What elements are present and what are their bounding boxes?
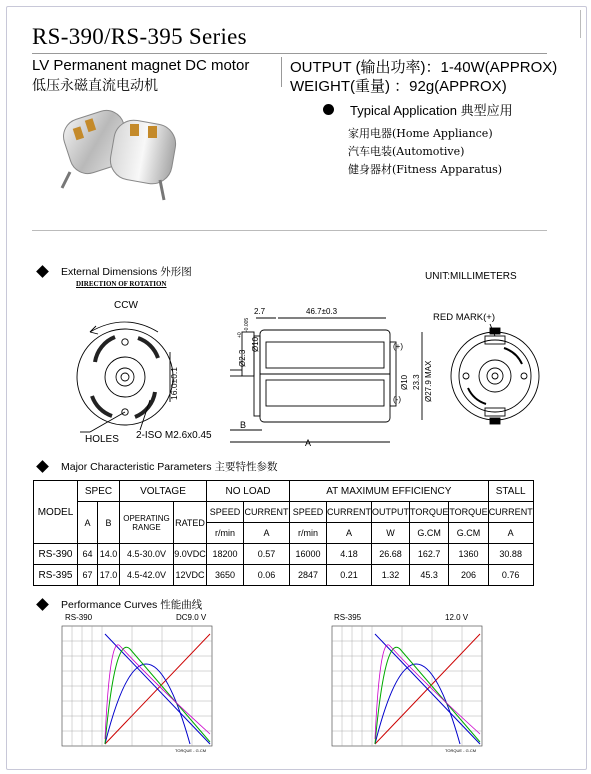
unit-a: A [244,523,290,544]
subtitle-cn: 低压永磁直流电动机 [32,78,158,94]
curves-heading [38,597,202,612]
left-x-axis-label: TORQUE - G.CM [175,748,207,753]
output-spec: OUTPUT (输出功率)：1-40W(APPROX) [290,59,558,76]
table-cell: 4.5-42.0V [120,565,174,586]
col-rated: RATED [174,502,207,544]
d23-tol-bottom: -0.005 [244,317,250,332]
table-cell: 0.21 [327,565,372,586]
d23-tol-top: +0 [237,332,243,338]
table-cell: 0.76 [488,565,533,586]
d10-shaft-label: Ø10 [251,336,260,352]
d23-label: Ø2.3 [238,349,247,367]
red-mark-label: RED MARK(+) [433,312,496,323]
motor-photo [60,92,188,210]
table-cell: 0.57 [244,544,290,565]
rotation-direction-label: DIRECTION OF ROTATION [76,280,167,288]
col-b: B [98,502,120,544]
col-output: OUTPUT [372,502,410,523]
right-chart-model: RS-395 [334,613,362,622]
params-heading-text: Major Characteristic Parameters 主要特性参数 [61,461,278,473]
holes-label: HOLES [85,434,119,445]
iso-label: 2-ISO M2.6x0.45 [136,430,212,441]
height-16-label: 16.0±0.1 [169,366,179,400]
diamond-bullet-icon [36,265,49,278]
table-cell: 4.5-30.0V [120,544,174,565]
table-row [34,565,534,586]
col-stall: STALL [488,481,533,502]
curves-heading-text: Performance Curves 性能曲线 [61,599,203,611]
table-cell: 30.88 [488,544,533,565]
dimension-drawing [30,292,560,452]
performance-curves-left [60,624,220,754]
table-cell: 4.18 [327,544,372,565]
dimensions-heading-text: External Dimensions 外形图 [61,266,192,278]
table-cell: 162.7 [410,544,449,565]
bullet-icon [323,104,334,115]
table-cell: 2847 [290,565,327,586]
dim-b-label: B [240,420,247,430]
col-current-eff: CURRENT [327,502,372,523]
application-list [348,125,502,179]
table-cell: 17.0 [98,565,120,586]
minus-terminal-label: (-) [393,395,401,404]
col-current-noload: CURRENT [244,502,290,523]
table-cell: 26.68 [372,544,410,565]
right-chart-voltage: 12.0 V [445,613,469,622]
page-title: RS-390/RS-395 Series [32,24,247,49]
application-item: 健身器材(Fitness Apparatus) [348,163,503,176]
dimensions-heading [38,264,192,279]
unit-gcm: G.CM [410,523,449,544]
unit-rmin: r/min [207,523,244,544]
len-467-label: 46.7±0.3 [306,307,338,316]
table-cell: 1360 [449,544,488,565]
performance-curves-right [330,624,490,754]
table-cell: 64 [78,544,98,565]
table-cell: 3650 [207,565,244,586]
title-divider [32,53,547,54]
table-cell: 16000 [290,544,327,565]
subtitle-en: LV Permanent magnet DC motor [32,57,250,74]
col-noload: NO LOAD [207,481,290,502]
table-cell: 14.0 [98,544,120,565]
header-separator [281,57,282,87]
table-cell: RS-390 [34,544,78,565]
unit-w: W [372,523,410,544]
section-divider [32,230,547,231]
application-item: 汽车电装(Automotive) [348,145,465,158]
col-spec: SPEC [78,481,120,502]
ccw-label: CCW [114,300,138,311]
table-cell: 1.32 [372,565,410,586]
col-a: A [78,502,98,544]
application-heading [323,100,513,119]
unit-rmin: r/min [290,523,327,544]
unit-gcm: G.CM [449,523,488,544]
len-27-label: 2.7 [254,307,266,316]
table-cell: 9.0VDC [174,544,207,565]
left-chart-voltage: DC9.0 V [176,613,207,622]
application-item: 家用电器(Home Appliance) [348,127,493,140]
plus-terminal-label: (+) [393,342,403,351]
diamond-bullet-icon [36,598,49,611]
right-x-axis-label: TORQUE - G.CM [445,748,477,753]
table-cell: 18200 [207,544,244,565]
weight-spec: WEIGHT(重量) ：92g(APPROX) [290,78,507,95]
params-heading [38,459,277,474]
col-torque-eff: TORQUE [410,502,449,523]
d10-bearing-label: Ø10 [400,374,409,390]
height-233-label: 23.3 [412,374,421,390]
table-cell: 206 [449,565,488,586]
col-model: MODEL [34,481,78,544]
application-heading-text: Typical Application 典型应用 [350,103,513,118]
unit-a: A [488,523,533,544]
table-cell: 0.06 [244,565,290,586]
col-maxeff: AT MAXIMUM EFFICIENCY [290,481,489,502]
unit-label: UNIT:MILLIMETERS [425,271,517,282]
unit-a: A [327,523,372,544]
col-torque-stall: TORQUE [449,502,488,523]
left-chart-model: RS-390 [65,613,93,622]
table-cell: RS-395 [34,565,78,586]
table-row [34,544,534,565]
dim-a-label: A [305,438,312,448]
col-speed-eff: SPEED [290,502,327,523]
corner-rule [580,10,581,38]
table-cell: 12VDC [174,565,207,586]
diamond-bullet-icon [36,460,49,473]
col-voltage: VOLTAGE [120,481,207,502]
d279-label: Ø27.9 MAX [424,360,433,402]
col-speed-noload: SPEED [207,502,244,523]
parameters-table [33,480,534,586]
table-cell: 45.3 [410,565,449,586]
col-current-stall: CURRENT [488,502,533,523]
table-cell: 67 [78,565,98,586]
col-operating-range: OPERATING RANGE [120,502,174,544]
